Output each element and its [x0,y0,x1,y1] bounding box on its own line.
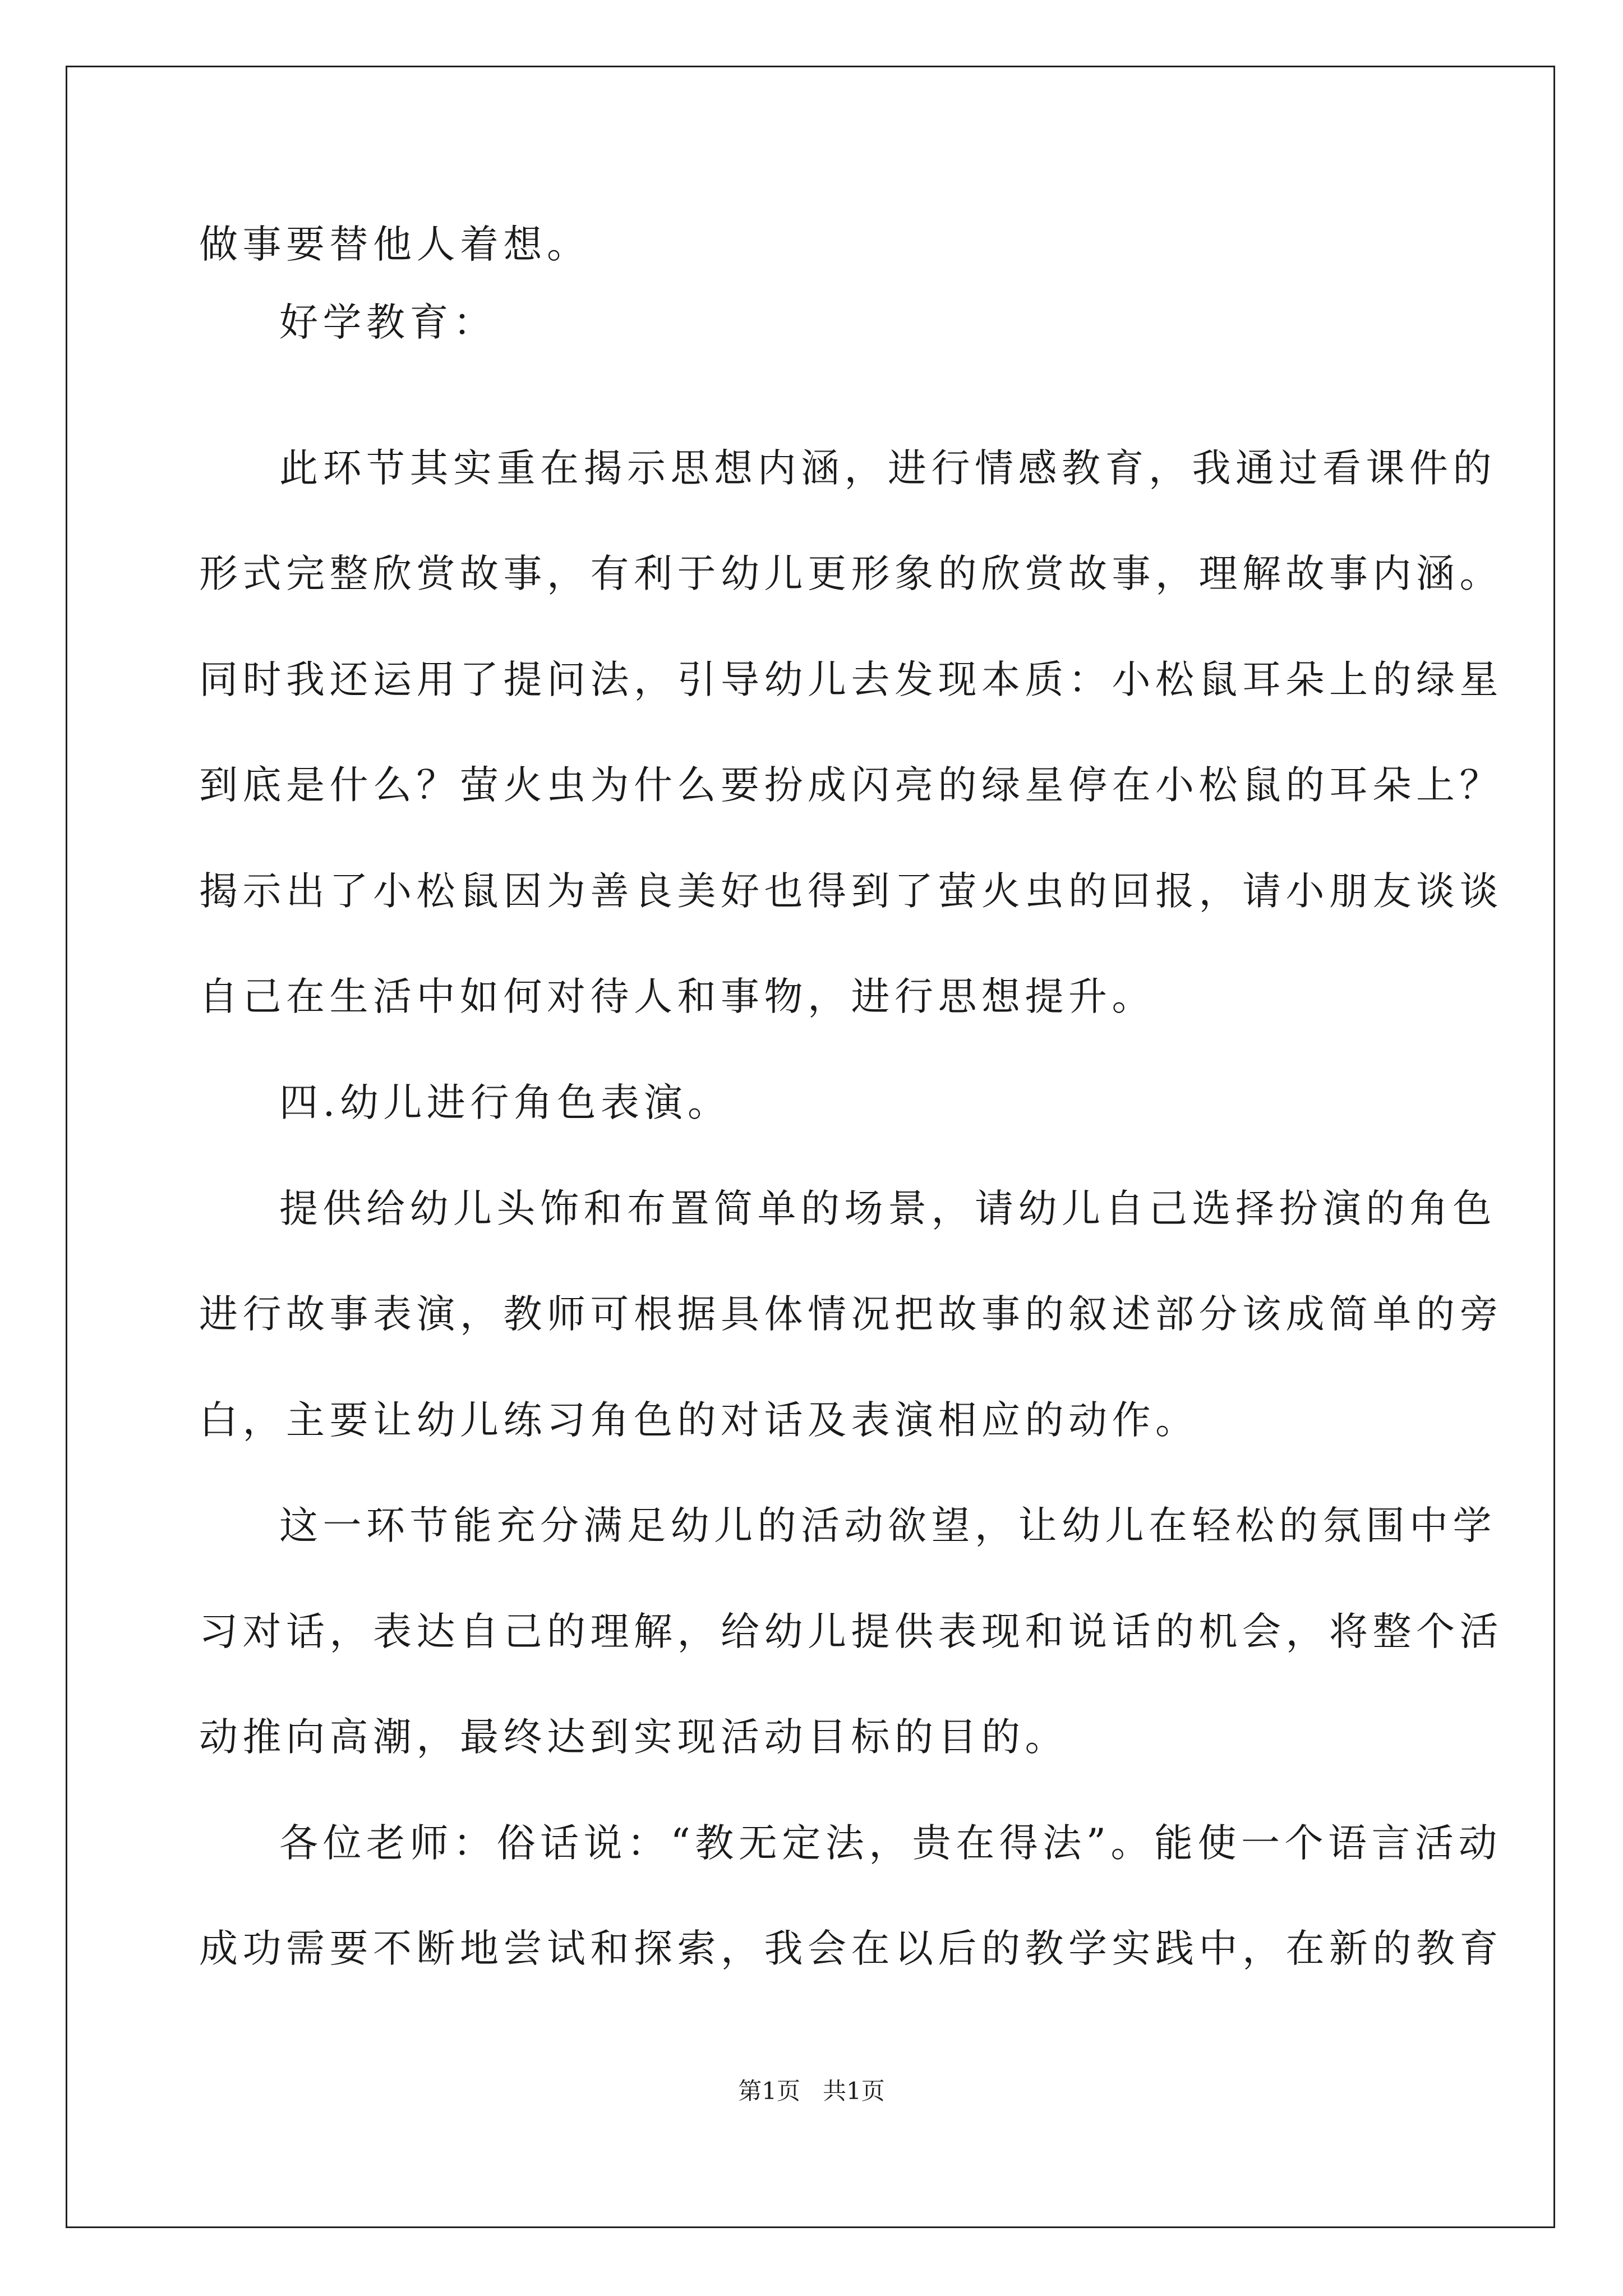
body-text-line: 到底是什么？萤火虫为什么要扮成闪亮的绿星停在小松鼠的耳朵上？ [199,763,1503,808]
section-heading: 好学教育： [279,300,497,345]
body-text-line: 成功需要不断地尝试和探索，我会在以后的教学实践中，在新的教育 [199,1926,1503,1971]
body-text-line: 习对话，表达自己的理解，给幼儿提供表现和说话的机会，将整个活 [199,1609,1503,1654]
body-text-line: 揭示出了小松鼠因为善良美好也得到了萤火虫的回报，请小朋友谈谈 [199,869,1503,914]
section-heading: 四.幼儿进行角色表演。 [279,1080,731,1125]
body-text-line: 此环节其实重在揭示思想内涵，进行情感教育，我通过看课件的 [279,446,1496,491]
body-text-line: 做事要替他人着想。 [199,222,591,267]
page-border [66,66,1555,2228]
body-text-line: 动推向高潮，最终达到实现活动目标的目的。 [199,1715,1068,1760]
body-text-line: 各位老师：俗话说：“教无定法，贵在得法”。能使一个语言活动 [279,1821,1502,1866]
page-number-footer: 第1页 共1页 [738,2077,885,2105]
body-text-line: 白，主要让幼儿练习角色的对话及表演相应的动作。 [199,1398,1199,1443]
body-text-line: 这一环节能充分满足幼儿的活动欲望，让幼儿在轻松的氛围中学 [279,1503,1496,1548]
body-text-line: 进行故事表演，教师可根据具体情况把故事的叙述部分该成简单的旁 [199,1292,1503,1337]
body-text-line: 提供给幼儿头饰和布置简单的场景，请幼儿自己选择扮演的角色 [279,1186,1496,1231]
body-text-line: 同时我还运用了提问法，引导幼儿去发现本质：小松鼠耳朵上的绿星 [199,657,1503,702]
body-text-line: 自己在生活中如何对待人和事物，进行思想提升。 [199,974,1155,1019]
body-text-line: 形式完整欣赏故事，有利于幼儿更形象的欣赏故事，理解故事内涵。 [199,551,1503,596]
